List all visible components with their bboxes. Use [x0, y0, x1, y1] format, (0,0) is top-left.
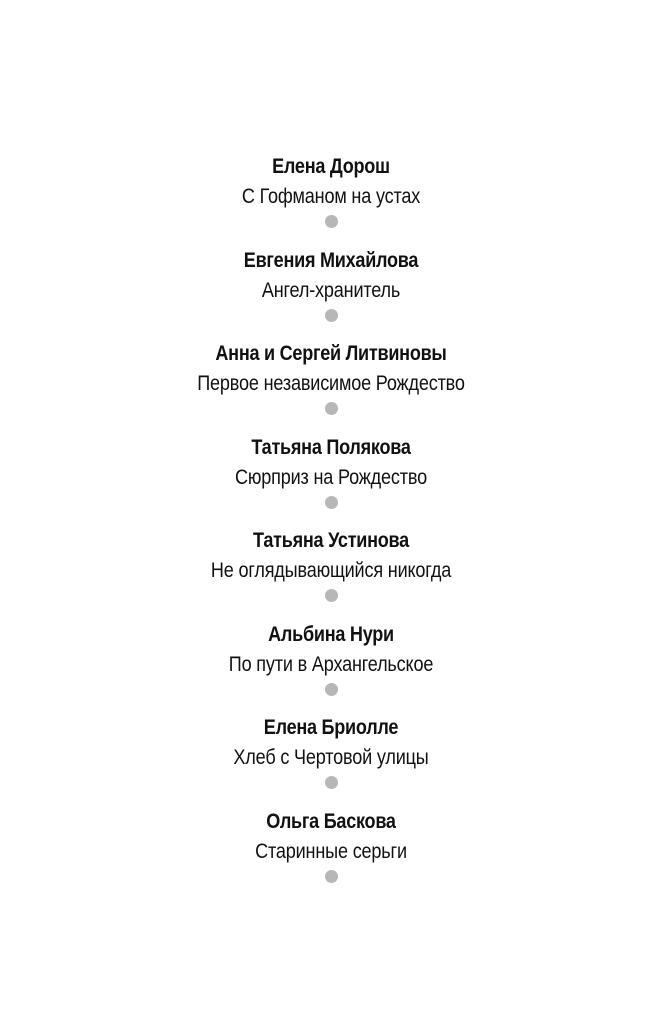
list-item: [0, 807, 662, 901]
entry-title: Не оглядывающийся никогда: [210, 559, 452, 582]
entry-author: Елена Дорош: [272, 155, 390, 178]
bullet-dot-icon: [325, 309, 338, 322]
bullet-dot-icon: [325, 402, 338, 415]
bullet-dot-icon: [325, 870, 338, 883]
entry-author: Татьяна Полякова: [251, 435, 411, 459]
entry-author: Альбина Нури: [268, 622, 394, 646]
list-item: [0, 713, 662, 807]
entry-title: Ангел-хранитель: [261, 278, 401, 302]
entry-author: Евгения Михайлова: [243, 248, 419, 272]
bullet-dot-icon: [325, 215, 338, 228]
entry-title: Старинные серьги: [255, 839, 407, 863]
list-item: [0, 620, 662, 714]
bullet-dot-icon: [325, 589, 338, 602]
list-item: [0, 433, 662, 527]
list-item: [0, 526, 662, 620]
entry-title: С Гофманом на устах: [241, 185, 421, 208]
list-item: [0, 152, 662, 246]
entry-title: Хлеб с Чертовой улицы: [233, 746, 429, 769]
table-of-contents: [0, 152, 662, 900]
entry-title: Сюрприз на Рождество: [235, 465, 427, 489]
entry-title: Первое независимое Рождество: [197, 372, 465, 395]
entry-author: Анна и Сергей Литвиновы: [215, 342, 447, 365]
bullet-dot-icon: [325, 496, 338, 509]
entry-author: Елена Бриолле: [263, 716, 399, 739]
list-item: [0, 246, 662, 340]
bullet-dot-icon: [325, 776, 338, 789]
entry-author: Татьяна Устинова: [253, 529, 409, 552]
bullet-dot-icon: [325, 683, 338, 696]
entry-title: По пути в Архангельское: [228, 652, 434, 676]
entry-author: Ольга Баскова: [266, 809, 396, 833]
list-item: [0, 339, 662, 433]
